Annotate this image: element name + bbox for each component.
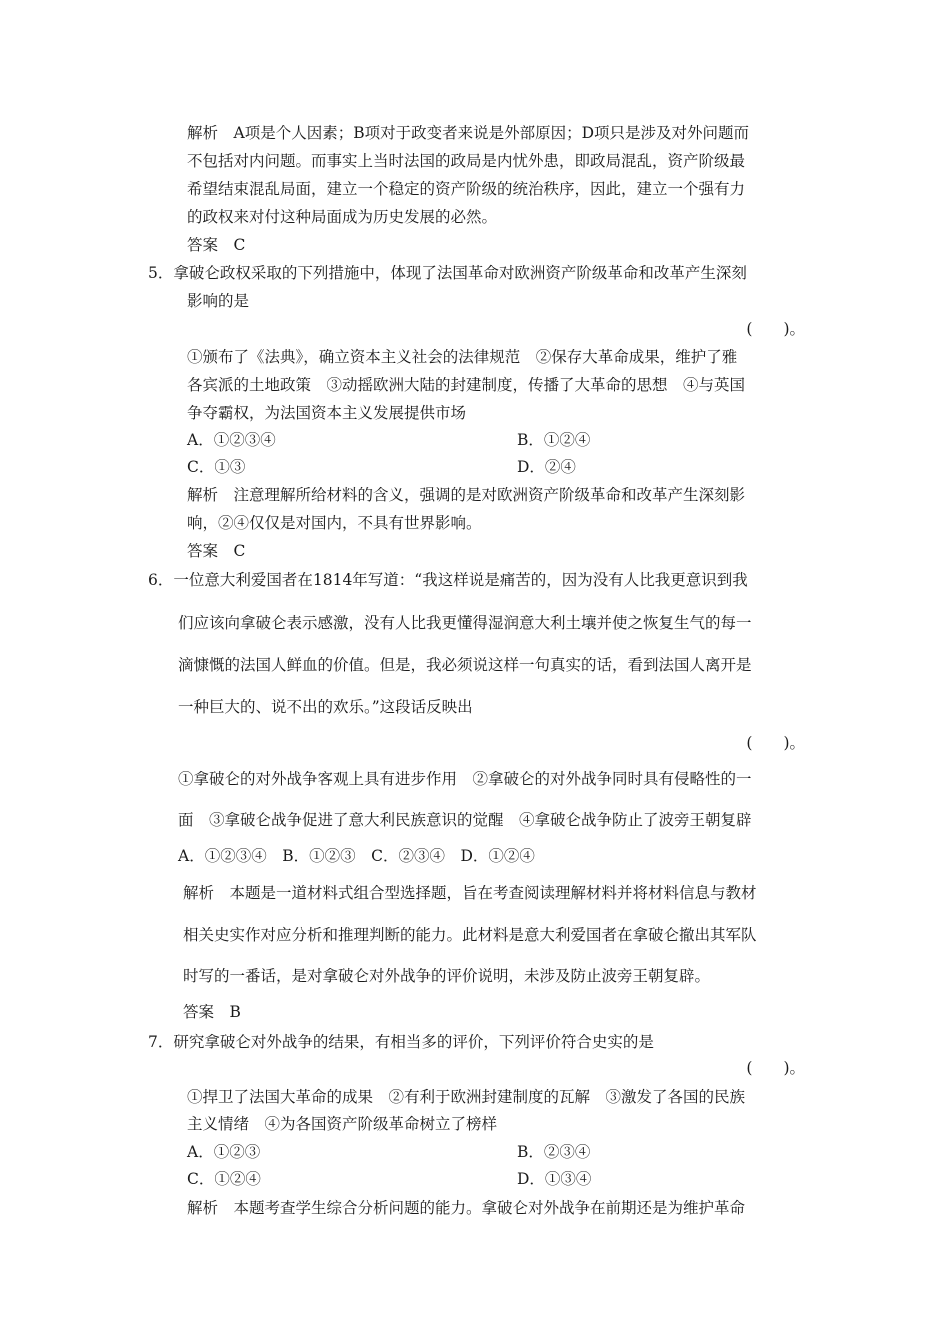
q7-stem-line-1: 7．研究拿破仑对外战争的结果，有相当多的评价，下列评价符合史实的是 xyxy=(148,1033,654,1051)
q6-answer: 答案 B xyxy=(183,1003,241,1021)
q7-item-line-1: ①捍卫了法国大革命的成果 ②有利于欧洲封建制度的瓦解 ③激发了各国的民族 xyxy=(187,1088,746,1106)
q6-item-line-1: ①拿破仑的对外战争客观上具有进步作用 ②拿破仑的对外战争同时具有侵略性的一 xyxy=(178,770,752,788)
q5-answer-paren: ( )。 xyxy=(746,320,805,338)
q6-analysis-line-1: 解析 本题是一道材料式组合型选择题，旨在考查阅读理解材料并将材料信息与教材 xyxy=(183,884,757,902)
q7-option-b: B．②③④ xyxy=(517,1143,591,1161)
q5-item-line-3: 争夺霸权，为法国资本主义发展提供市场 xyxy=(187,404,467,422)
q6-analysis-line-2: 相关史实作对应分析和推理判断的能力。此材料是意大利爱国者在拿破仑撤出其军队 xyxy=(183,926,757,944)
q5-answer: 答案 C xyxy=(187,542,246,560)
q6-options: A．①②③④ B．①②③ C．②③④ D．①②④ xyxy=(178,847,535,865)
q4-answer: 答案 C xyxy=(187,236,246,254)
q5-option-c: C．①③ xyxy=(187,458,246,476)
q7-answer-paren: ( )。 xyxy=(746,1059,805,1077)
q6-item-line-2: 面 ③拿破仑战争促进了意大利民族意识的觉醒 ④拿破仑战争防止了波旁王朝复辟 xyxy=(178,811,752,829)
q5-analysis-line-1: 解析 注意理解所给材料的含义，强调的是对欧洲资产阶级革命和改革产生深刻影 xyxy=(187,486,746,504)
q6-answer-paren: ( )。 xyxy=(746,734,805,752)
q7-analysis-line-1: 解析 本题考查学生综合分析问题的能力。拿破仑对外战争在前期还是为维护革命 xyxy=(187,1199,746,1217)
q5-stem-line-2: 影响的是 xyxy=(187,292,250,310)
q7-item-line-2: 主义情绪 ④为各国资产阶级革命树立了榜样 xyxy=(187,1115,498,1133)
q6-stem-line-1: 6．一位意大利爱国者在1814年写道：“我这样说是痛苦的，因为没有人比我更意识到我 xyxy=(148,571,748,589)
q5-stem-line-1: 5．拿破仑政权采取的下列措施中，体现了法国革命对欧洲资产阶级革命和改革产生深刻 xyxy=(148,264,747,282)
q5-analysis-line-2: 响，②④仅仅是对国内，不具有世界影响。 xyxy=(187,514,482,532)
q6-analysis-line-3: 时写的一番话，是对拿破仑对外战争的评价说明，未涉及防止波旁王朝复辟。 xyxy=(183,967,711,985)
q4-analysis-line-2: 不包括对内问题。而事实上当时法国的政局是内忧外患，即政局混乱，资产阶级最 xyxy=(187,152,746,170)
q5-option-d: D．②④ xyxy=(517,458,576,476)
q4-analysis-line-3: 希望结束混乱局面，建立一个稳定的资产阶级的统治秩序，因此，建立一个强有力 xyxy=(187,180,746,198)
q5-option-b: B．①②④ xyxy=(517,431,591,449)
q7-option-c: C．①②④ xyxy=(187,1170,261,1188)
q5-item-line-1: ①颁布了《法典》，确立资本主义社会的法律规范 ②保存大革命成果，维护了雅 xyxy=(187,348,738,366)
q5-option-a: A．①②③④ xyxy=(187,431,276,449)
q4-analysis-line-4: 的政权来对付这种局面成为历史发展的必然。 xyxy=(187,208,498,226)
q4-analysis-line-1: 解析 A项是个人因素；B项对于政变者来说是外部原因；D项只是涉及对外问题而 xyxy=(187,124,750,142)
q6-stem-line-4: 一种巨大的、说不出的欢乐。”这段话反映出 xyxy=(178,698,473,716)
q6-stem-line-3: 滴慷慨的法国人鲜血的价值。但是，我必须说这样一句真实的话，看到法国人离开是 xyxy=(178,656,752,674)
q7-option-a: A．①②③ xyxy=(187,1143,261,1161)
q7-option-d: D．①③④ xyxy=(517,1170,592,1188)
q5-item-line-2: 各宾派的土地政策 ③动摇欧洲大陆的封建制度，传播了大革命的思想 ④与英国 xyxy=(187,376,746,394)
q6-stem-line-2: 们应该向拿破仑表示感激，没有人比我更懂得湿润意大利土壤并使之恢复生气的每一 xyxy=(178,614,752,632)
